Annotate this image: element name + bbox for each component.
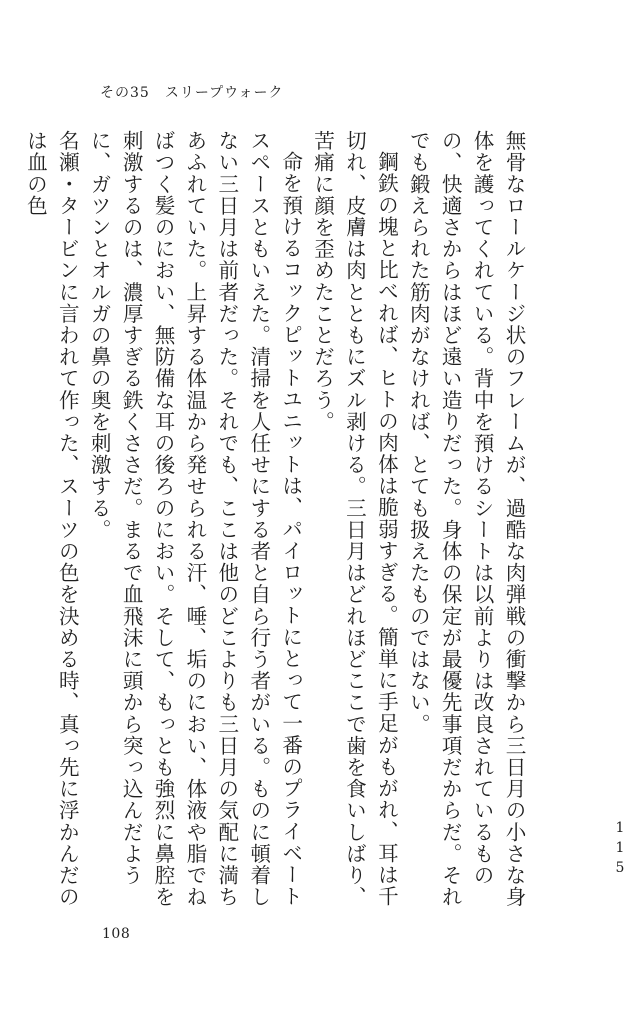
- running-header-title: その35 スリープウォーク: [100, 85, 284, 101]
- side-page-number: 115: [612, 820, 628, 880]
- paragraph-2: 鋼鉄の塊と比べれば、ヒトの肉体は脆弱すぎる。簡単に手足がもがれ、耳は千切れ、皮膚は肉とともにズル剥ける。三日月はどれほどここで歯を食いしばり、苦痛に顔を歪めたことだろう。: [310, 130, 399, 908]
- page-number: 108: [102, 926, 131, 942]
- body-text: [23, 130, 529, 920]
- paragraph-3: 命を預けるコックピットユニットは、パイロットにとって一番のプライベートスペースともいえた。清掃を人任せにする者と自ら行う者がいる。ものに頓着しない三日月は前者だった。それでも、ここは他のどこよりも三日月の気配に満ちあふれていた。上昇する体温から発せられる汗、唾、垢のにおい、体液や脂でねばつく髪のにおい、無防備な耳の後ろのにおい。そして、もっとも強烈に鼻腔を刺激するのは、濃厚すぎる鉄くささだ。まるで血飛沫に頭から突っ込んだように、ガツンとオルガの鼻の奥を刺激する。: [87, 130, 303, 908]
- paragraph-4: 名瀬・タービンに言われて作った、スーツの色を決める時、真っ先に浮かんだのは血の色: [23, 130, 80, 908]
- paragraph-1: 無骨なロールケージ状のフレームが、過酷な肉弾戦の衝撃から三日月の小さな身体を護ってくれている。背中を預けるシートは以前よりは改良されているものの、快適さからはほど遠い造りだった。身体の保定が最優先事項だからだ。それでも鍛えられた筋肉がなければ、とても扱えたものではない。: [406, 130, 526, 908]
